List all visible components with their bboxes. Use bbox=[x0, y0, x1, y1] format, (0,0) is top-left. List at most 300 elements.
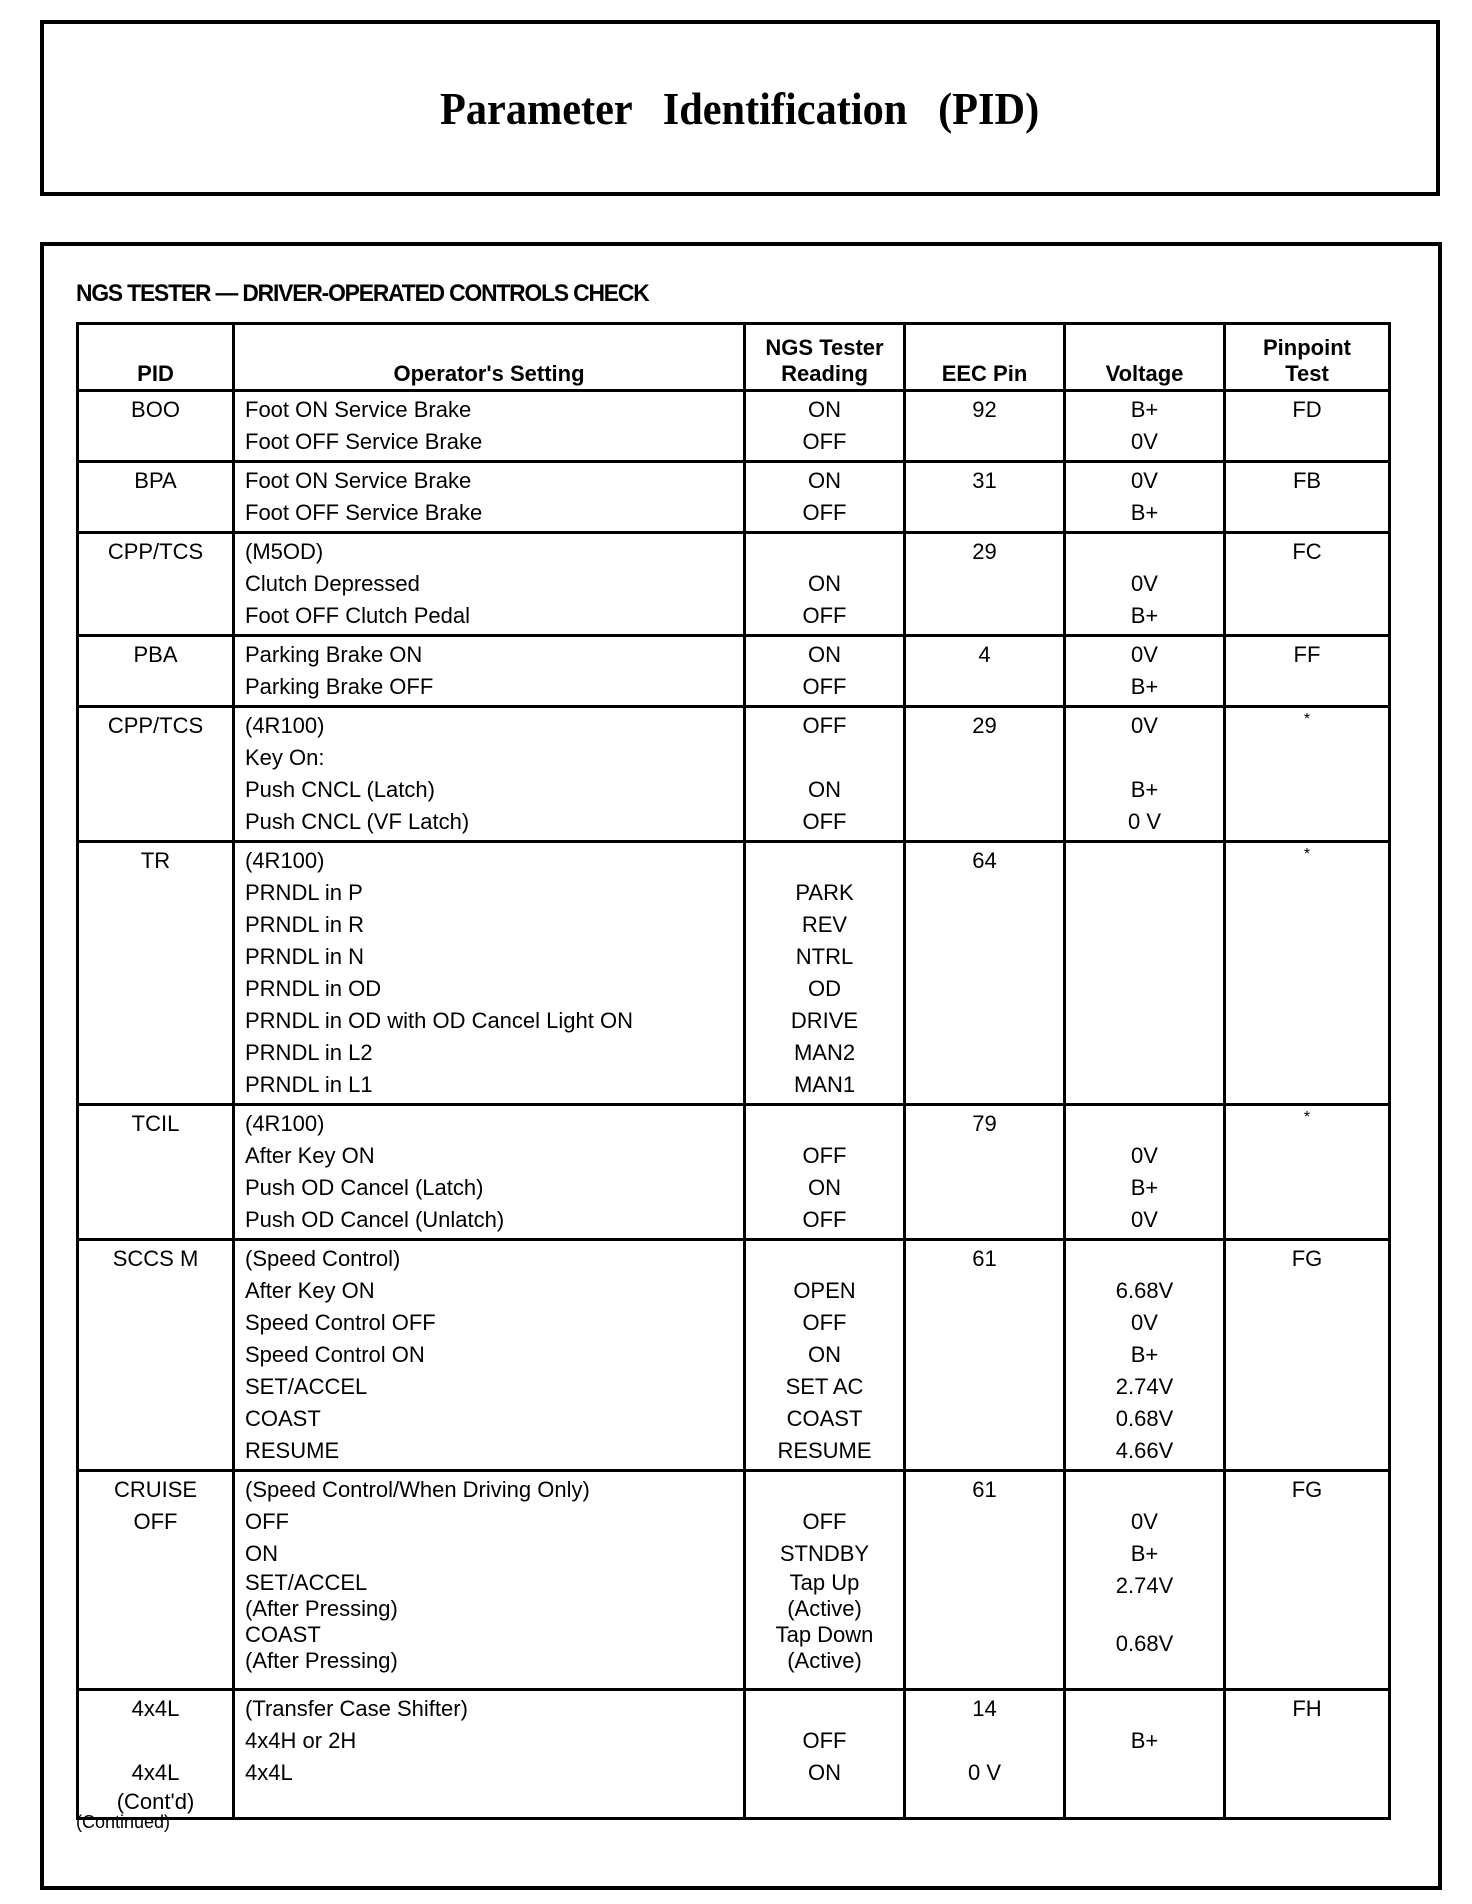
ngs-reading: OFF bbox=[802, 1207, 847, 1232]
pinpoint-test: FC bbox=[1292, 539, 1322, 564]
ngs-reading: SET AC bbox=[785, 1374, 864, 1399]
operator-setting-note: (After Pressing) bbox=[245, 1596, 398, 1621]
operator-setting: COAST bbox=[245, 1622, 321, 1647]
ngs-reading-cell bbox=[745, 1240, 905, 1471]
pinpoint-test bbox=[1232, 426, 1382, 458]
pinpoint-test-cell bbox=[1225, 533, 1390, 636]
eec-pin bbox=[912, 1435, 1057, 1467]
voltage-value: 4.66V bbox=[1115, 1438, 1174, 1463]
eec-pin bbox=[912, 973, 1057, 1005]
table-row bbox=[78, 842, 1390, 1105]
eec-pin bbox=[912, 1506, 1057, 1538]
ngs-reading-cell bbox=[745, 391, 905, 462]
voltage-value bbox=[1072, 845, 1217, 877]
ngs-reading: DRIVE bbox=[790, 1008, 859, 1033]
pinpoint-test: FG bbox=[1291, 1477, 1323, 1502]
table-row bbox=[78, 1240, 1390, 1471]
spacer bbox=[1232, 1602, 1382, 1628]
operator-setting: After Key ON bbox=[245, 1143, 375, 1168]
operator-setting: After Key ON bbox=[245, 1278, 375, 1303]
pinpoint-test bbox=[1232, 973, 1382, 1005]
pid-cell bbox=[78, 391, 234, 462]
pinpoint-test-cell bbox=[1225, 391, 1390, 462]
pinpoint-test bbox=[1232, 1037, 1382, 1069]
ngs-reading: MAN1 bbox=[793, 1072, 856, 1097]
table-row bbox=[78, 1471, 1390, 1690]
eec-pin bbox=[912, 877, 1057, 909]
operator-setting: (4R100) bbox=[245, 1111, 325, 1136]
operator-setting: SET/ACCEL bbox=[245, 1374, 368, 1399]
pid-label: SCCS M bbox=[112, 1246, 199, 1271]
pinpoint-test bbox=[1232, 1005, 1382, 1037]
voltage-cell bbox=[1065, 842, 1225, 1105]
header-operator-setting: Operator's Setting bbox=[234, 324, 745, 391]
voltage-cell bbox=[1065, 636, 1225, 707]
eec-pin bbox=[912, 909, 1057, 941]
eec-pin-cell bbox=[905, 1240, 1065, 1471]
header-ngs-reading bbox=[745, 324, 905, 391]
eec-pin: 92 bbox=[972, 397, 997, 422]
operator-setting: (Speed Control) bbox=[245, 1246, 401, 1271]
operator-setting-cell bbox=[234, 707, 745, 842]
voltage-cell bbox=[1065, 391, 1225, 462]
eec-pin bbox=[912, 426, 1057, 458]
voltage-value bbox=[1072, 536, 1217, 568]
eec-pin bbox=[912, 1307, 1057, 1339]
voltage-value: 0V bbox=[1131, 429, 1158, 454]
spacer bbox=[912, 1602, 1057, 1628]
pinpoint-test: FD bbox=[1292, 397, 1322, 422]
pinpoint-test bbox=[1232, 497, 1382, 529]
operator-setting: PRNDL in L1 bbox=[245, 1072, 373, 1097]
pinpoint-test bbox=[1232, 1570, 1382, 1602]
pinpoint-test bbox=[1232, 1403, 1382, 1435]
operator-setting: PRNDL in R bbox=[245, 912, 364, 937]
eec-pin bbox=[912, 1570, 1057, 1602]
voltage-value: 0V bbox=[1131, 1509, 1158, 1534]
operator-setting: Push OD Cancel (Latch) bbox=[245, 1175, 484, 1200]
eec-pin bbox=[912, 1628, 1057, 1660]
eec-pin bbox=[912, 568, 1057, 600]
pid-label: PBA bbox=[133, 642, 178, 667]
operator-setting: Parking Brake ON bbox=[245, 642, 423, 667]
eec-pin: 31 bbox=[972, 468, 997, 493]
eec-pin-cell bbox=[905, 1471, 1065, 1690]
voltage-value bbox=[1072, 973, 1217, 1005]
voltage-value: 0V bbox=[1131, 1143, 1158, 1168]
pid-cell bbox=[78, 636, 234, 707]
operator-setting: Foot OFF Clutch Pedal bbox=[245, 603, 470, 628]
pinpoint-test: FG bbox=[1291, 1246, 1323, 1271]
ngs-reading: OFF bbox=[802, 1509, 847, 1534]
ngs-reading: PARK bbox=[795, 880, 854, 905]
pinpoint-test bbox=[1232, 909, 1382, 941]
operator-setting: Foot ON Service Brake bbox=[245, 468, 472, 493]
pinpoint-test-cell bbox=[1225, 1690, 1390, 1819]
ngs-reading: NTRL bbox=[795, 944, 854, 969]
voltage-value bbox=[1072, 1693, 1217, 1725]
pinpoint-test-cell bbox=[1225, 1471, 1390, 1690]
voltage-value bbox=[1072, 1108, 1217, 1140]
eec-pin bbox=[912, 1339, 1057, 1371]
operator-setting-cell bbox=[234, 842, 745, 1105]
table-row bbox=[78, 533, 1390, 636]
spacer bbox=[1232, 1660, 1382, 1686]
controls-check-panel bbox=[40, 242, 1442, 1890]
pid-label: BOO bbox=[131, 397, 180, 422]
pid-label: OFF bbox=[133, 1509, 178, 1534]
eec-pin bbox=[912, 497, 1057, 529]
pinpoint-test-cell bbox=[1225, 462, 1390, 533]
eec-pin-cell bbox=[905, 1105, 1065, 1240]
voltage-value bbox=[1072, 1474, 1217, 1506]
ngs-reading-cell bbox=[745, 636, 905, 707]
ngs-reading: OFF bbox=[802, 713, 847, 738]
operator-setting: 4x4H or 2H bbox=[245, 1728, 357, 1753]
ngs-reading-cell bbox=[745, 462, 905, 533]
table-row bbox=[78, 1690, 1390, 1819]
ngs-reading-cell bbox=[745, 1471, 905, 1690]
pinpoint-test bbox=[1232, 1140, 1382, 1172]
pinpoint-test bbox=[1232, 671, 1382, 703]
eec-pin bbox=[912, 1005, 1057, 1037]
eec-pin: 64 bbox=[972, 848, 997, 873]
spacer bbox=[1072, 1660, 1217, 1686]
header-ngs-reading-line2: Reading bbox=[781, 361, 868, 386]
spacer bbox=[85, 1725, 226, 1757]
ngs-reading: RESUME bbox=[777, 1438, 872, 1463]
operator-setting: PRNDL in N bbox=[245, 944, 364, 969]
header-pinpoint-line2: Test bbox=[1285, 361, 1329, 386]
ngs-reading: OFF bbox=[802, 603, 847, 628]
operator-setting: OFF bbox=[245, 1509, 289, 1534]
voltage-value: 0V bbox=[1131, 1207, 1158, 1232]
operator-setting-cell bbox=[234, 533, 745, 636]
pinpoint-test bbox=[1232, 1307, 1382, 1339]
eec-pin bbox=[912, 941, 1057, 973]
pinpoint-test bbox=[1232, 1628, 1382, 1660]
operator-setting-cell bbox=[234, 391, 745, 462]
eec-pin bbox=[912, 1204, 1057, 1236]
operator-setting-cell bbox=[234, 462, 745, 533]
operator-setting-cell bbox=[234, 1471, 745, 1690]
voltage-value: B+ bbox=[1130, 1342, 1159, 1367]
eec-pin bbox=[912, 1538, 1057, 1570]
pinpoint-test: * bbox=[1303, 1109, 1311, 1126]
ngs-reading: ON bbox=[808, 1175, 841, 1200]
eec-pin: 79 bbox=[972, 1111, 997, 1136]
operator-setting: COAST bbox=[245, 1406, 321, 1431]
pid-cell bbox=[78, 842, 234, 1105]
pinpoint-test: * bbox=[1303, 846, 1311, 863]
pinpoint-test bbox=[1232, 1339, 1382, 1371]
voltage-value: B+ bbox=[1130, 500, 1159, 525]
operator-setting-cell bbox=[234, 1240, 745, 1471]
eec-pin bbox=[912, 600, 1057, 632]
operator-setting: Speed Control OFF bbox=[245, 1310, 436, 1335]
operator-setting: RESUME bbox=[245, 1438, 340, 1463]
eec-pin bbox=[912, 742, 1057, 774]
section-heading: NGS TESTER — DRIVER-OPERATED CONTROLS CHECK bbox=[76, 280, 649, 307]
ngs-reading: REV bbox=[801, 912, 848, 937]
pinpoint-test bbox=[1232, 774, 1382, 806]
voltage-value: B+ bbox=[1130, 397, 1159, 422]
pinpoint-test bbox=[1232, 568, 1382, 600]
pinpoint-test: FB bbox=[1292, 468, 1322, 493]
eec-pin bbox=[912, 1037, 1057, 1069]
eec-pin bbox=[912, 671, 1057, 703]
ngs-reading bbox=[752, 1108, 897, 1140]
pinpoint-test bbox=[1232, 1069, 1382, 1101]
ngs-reading: OD bbox=[808, 976, 841, 1001]
operator-setting: PRNDL in L2 bbox=[245, 1040, 373, 1065]
voltage-value: 0V bbox=[1131, 571, 1158, 596]
operator-setting: (4R100) bbox=[245, 848, 325, 873]
voltage-value: B+ bbox=[1130, 603, 1159, 628]
pid-cell bbox=[78, 1105, 234, 1240]
operator-setting: PRNDL in OD with OD Cancel Light ON bbox=[245, 1008, 633, 1033]
page-title: Parameter Identification (PID) bbox=[440, 82, 1040, 134]
eec-pin bbox=[912, 1275, 1057, 1307]
voltage-value bbox=[1072, 742, 1217, 774]
table-body bbox=[78, 391, 1390, 1819]
spacer bbox=[1072, 1602, 1217, 1628]
pid-label: (Cont'd) bbox=[116, 1789, 195, 1814]
voltage-value: 6.68V bbox=[1115, 1278, 1174, 1303]
voltage-value: B+ bbox=[1130, 777, 1159, 802]
operator-setting: PRNDL in OD bbox=[245, 976, 382, 1001]
spacer bbox=[912, 1660, 1057, 1686]
pinpoint-test bbox=[1232, 1204, 1382, 1236]
eec-pin bbox=[912, 1069, 1057, 1101]
eec-pin: 14 bbox=[972, 1696, 997, 1721]
pinpoint-test bbox=[1232, 1538, 1382, 1570]
pinpoint-test bbox=[1232, 1725, 1382, 1757]
ngs-reading: ON bbox=[808, 397, 841, 422]
voltage-value: B+ bbox=[1130, 1175, 1159, 1200]
pinpoint-test bbox=[1232, 742, 1382, 774]
pid-cell bbox=[78, 1471, 234, 1690]
pinpoint-test: FF bbox=[1293, 642, 1321, 667]
pid-cell bbox=[78, 1690, 234, 1819]
voltage-cell bbox=[1065, 1471, 1225, 1690]
ngs-reading-cell bbox=[745, 707, 905, 842]
pinpoint-test-cell bbox=[1225, 1240, 1390, 1471]
voltage-cell bbox=[1065, 707, 1225, 842]
operator-setting: Speed Control ON bbox=[245, 1342, 425, 1367]
pinpoint-test-cell bbox=[1225, 707, 1390, 842]
ngs-reading: OFF bbox=[802, 1728, 847, 1753]
ngs-reading: ON bbox=[808, 571, 841, 596]
operator-setting: Parking Brake OFF bbox=[245, 674, 434, 699]
ngs-reading bbox=[752, 742, 897, 774]
voltage-cell bbox=[1065, 1105, 1225, 1240]
voltage-value: 0.68V bbox=[1115, 1631, 1174, 1656]
ngs-reading: OFF bbox=[802, 674, 847, 699]
ngs-reading: MAN2 bbox=[793, 1040, 856, 1065]
eec-pin: 61 bbox=[972, 1246, 997, 1271]
operator-setting-cell bbox=[234, 1690, 745, 1819]
header-pid: PID bbox=[78, 324, 234, 391]
voltage-cell bbox=[1065, 1240, 1225, 1471]
pinpoint-test-cell bbox=[1225, 842, 1390, 1105]
operator-setting-cell bbox=[234, 636, 745, 707]
voltage-value: 2.74V bbox=[1115, 1374, 1174, 1399]
pinpoint-test bbox=[1232, 1757, 1382, 1789]
pinpoint-test bbox=[1232, 806, 1382, 838]
voltage-value: 2.74V bbox=[1115, 1573, 1174, 1598]
ngs-reading: ON bbox=[808, 777, 841, 802]
eec-pin: 4 bbox=[978, 642, 991, 667]
title-banner bbox=[40, 20, 1440, 196]
ngs-reading bbox=[752, 1243, 897, 1275]
header-ngs-reading-line1: NGS Tester bbox=[765, 335, 884, 360]
pid-cell bbox=[78, 533, 234, 636]
pid-label: BPA bbox=[134, 468, 177, 493]
ngs-reading: OFF bbox=[802, 429, 847, 454]
table-row bbox=[78, 636, 1390, 707]
pinpoint-test bbox=[1232, 1435, 1382, 1467]
operator-setting: PRNDL in P bbox=[245, 880, 363, 905]
voltage-value: B+ bbox=[1130, 1728, 1159, 1753]
voltage-value bbox=[1072, 941, 1217, 973]
voltage-value bbox=[1072, 1069, 1217, 1101]
operator-setting: Push OD Cancel (Unlatch) bbox=[245, 1207, 505, 1232]
ngs-reading: Tap Down bbox=[775, 1622, 874, 1647]
voltage-value bbox=[1072, 1037, 1217, 1069]
eec-pin-cell bbox=[905, 1690, 1065, 1819]
voltage-value bbox=[1072, 1005, 1217, 1037]
eec-pin bbox=[912, 1140, 1057, 1172]
eec-pin bbox=[912, 1725, 1057, 1757]
table-row bbox=[78, 462, 1390, 533]
pid-cell bbox=[78, 1240, 234, 1471]
header-eec-pin: EEC Pin bbox=[905, 324, 1065, 391]
voltage-cell bbox=[1065, 533, 1225, 636]
ngs-reading: OFF bbox=[802, 1143, 847, 1168]
table-row bbox=[78, 707, 1390, 842]
pid-label: 4x4L bbox=[131, 1696, 180, 1721]
pid-label: 4x4L bbox=[131, 1760, 180, 1785]
voltage-value bbox=[1072, 877, 1217, 909]
voltage-value: B+ bbox=[1130, 674, 1159, 699]
eec-pin: 29 bbox=[972, 539, 997, 564]
pinpoint-test bbox=[1232, 1371, 1382, 1403]
pinpoint-test-cell bbox=[1225, 1105, 1390, 1240]
pid-label: TCIL bbox=[131, 1111, 180, 1136]
ngs-reading: ON bbox=[808, 642, 841, 667]
ngs-reading: OFF bbox=[802, 809, 847, 834]
eec-pin-cell bbox=[905, 533, 1065, 636]
header-pinpoint-line1: Pinpoint bbox=[1263, 335, 1351, 360]
pinpoint-test bbox=[1232, 941, 1382, 973]
ngs-reading: ON bbox=[808, 1760, 841, 1785]
eec-pin bbox=[912, 1371, 1057, 1403]
eec-pin-cell bbox=[905, 391, 1065, 462]
header-pinpoint-test bbox=[1225, 324, 1390, 391]
table-row bbox=[78, 391, 1390, 462]
eec-pin-cell bbox=[905, 636, 1065, 707]
ngs-reading bbox=[752, 536, 897, 568]
pinpoint-test: * bbox=[1303, 711, 1311, 728]
voltage-value: 0V bbox=[1131, 1310, 1158, 1335]
pinpoint-test bbox=[1232, 1506, 1382, 1538]
eec-pin: 61 bbox=[972, 1477, 997, 1502]
operator-setting: Clutch Depressed bbox=[245, 571, 420, 596]
eec-pin: 29 bbox=[972, 713, 997, 738]
ngs-reading: Tap Up bbox=[789, 1570, 860, 1595]
eec-pin: 0 V bbox=[967, 1760, 1002, 1785]
pinpoint-test: FH bbox=[1292, 1696, 1322, 1721]
ngs-reading: ON bbox=[808, 468, 841, 493]
voltage-value: 0V bbox=[1131, 713, 1158, 738]
ngs-reading: OFF bbox=[802, 500, 847, 525]
operator-setting: (Transfer Case Shifter) bbox=[245, 1696, 468, 1721]
pinpoint-test-cell bbox=[1225, 636, 1390, 707]
ngs-reading: OFF bbox=[802, 1310, 847, 1335]
voltage-value: 0 V bbox=[1127, 809, 1162, 834]
operator-setting: Foot OFF Service Brake bbox=[245, 500, 483, 525]
pid-label: TR bbox=[140, 848, 171, 873]
continued-note: (Continued) bbox=[76, 1812, 171, 1832]
pid-cell bbox=[78, 462, 234, 533]
ngs-reading-cell bbox=[745, 533, 905, 636]
ngs-reading-cell bbox=[745, 1105, 905, 1240]
ngs-reading: STNDBY bbox=[779, 1541, 870, 1566]
voltage-value bbox=[1072, 1757, 1217, 1789]
eec-pin-cell bbox=[905, 462, 1065, 533]
operator-setting: (Speed Control/When Driving Only) bbox=[245, 1477, 590, 1502]
voltage-value: 0V bbox=[1131, 642, 1158, 667]
operator-setting: 4x4L bbox=[245, 1760, 293, 1785]
operator-setting: ON bbox=[245, 1541, 278, 1566]
voltage-cell bbox=[1065, 1690, 1225, 1819]
ngs-reading-cell bbox=[745, 1690, 905, 1819]
operator-setting: Push CNCL (Latch) bbox=[245, 777, 435, 802]
operator-setting: (M5OD) bbox=[245, 539, 324, 564]
operator-setting: Foot OFF Service Brake bbox=[245, 429, 483, 454]
pinpoint-test bbox=[1232, 877, 1382, 909]
pid-cell bbox=[78, 707, 234, 842]
voltage-value: B+ bbox=[1130, 1541, 1159, 1566]
eec-pin bbox=[912, 1172, 1057, 1204]
ngs-reading bbox=[752, 1474, 897, 1506]
eec-pin bbox=[912, 1403, 1057, 1435]
ngs-reading: OPEN bbox=[793, 1278, 856, 1303]
ngs-reading bbox=[752, 1693, 897, 1725]
voltage-value: 0V bbox=[1131, 468, 1158, 493]
pinpoint-test bbox=[1232, 1275, 1382, 1307]
operator-setting-note: (After Pressing) bbox=[245, 1648, 398, 1673]
ngs-reading-note: (Active) bbox=[787, 1596, 862, 1621]
operator-setting: Foot ON Service Brake bbox=[245, 397, 472, 422]
eec-pin bbox=[912, 806, 1057, 838]
ngs-reading: ON bbox=[808, 1342, 841, 1367]
header-voltage: Voltage bbox=[1065, 324, 1225, 391]
eec-pin-cell bbox=[905, 707, 1065, 842]
operator-setting: Key On: bbox=[245, 745, 325, 770]
ngs-reading: COAST bbox=[786, 1406, 863, 1431]
table-row bbox=[78, 1105, 1390, 1240]
voltage-cell bbox=[1065, 462, 1225, 533]
pinpoint-test bbox=[1232, 600, 1382, 632]
voltage-value: 0.68V bbox=[1115, 1406, 1174, 1431]
pid-label: CRUISE bbox=[113, 1477, 198, 1502]
table-header-row bbox=[78, 324, 1390, 391]
operator-setting: SET/ACCEL bbox=[245, 1570, 368, 1595]
pinpoint-test bbox=[1232, 1172, 1382, 1204]
ngs-reading-note: (Active) bbox=[787, 1648, 862, 1673]
